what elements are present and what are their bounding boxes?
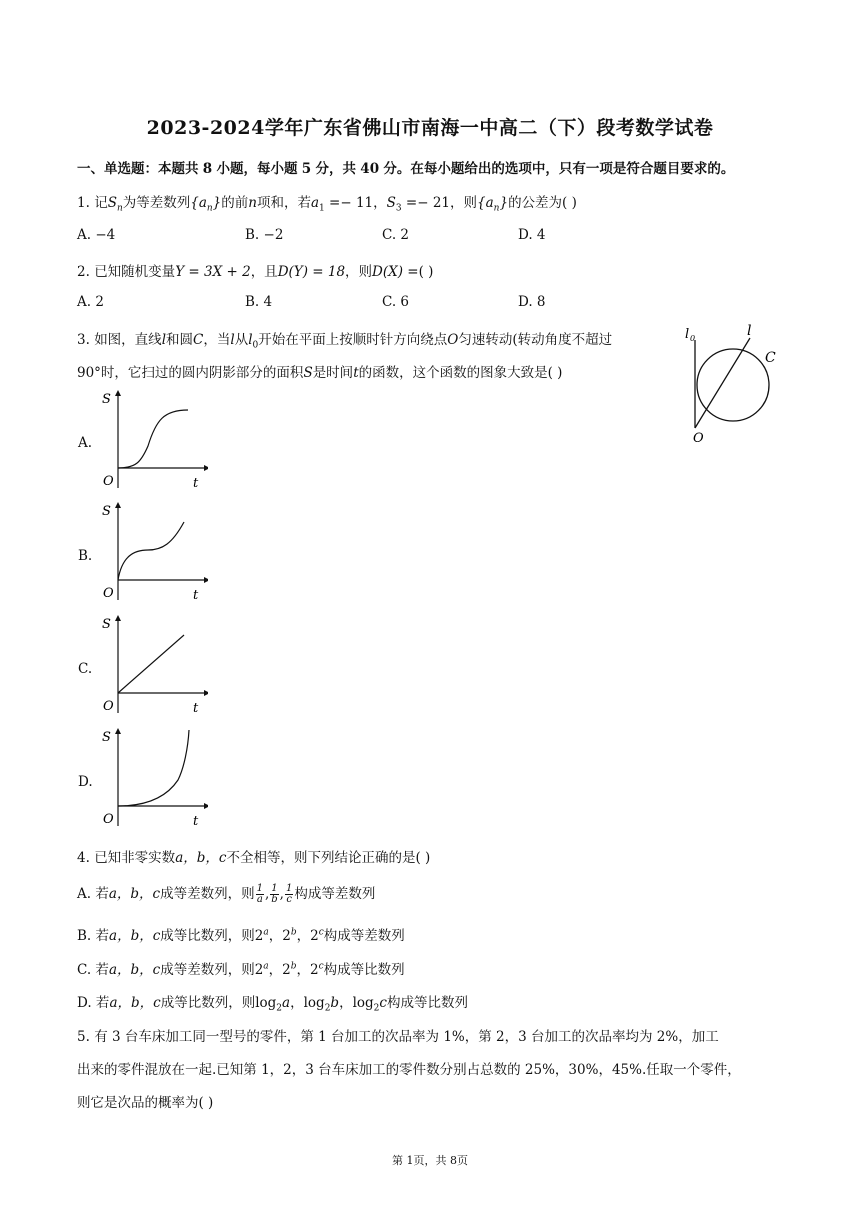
q1-option-c: C. 2 — [382, 227, 410, 243]
page-footer: 第 1页，共 8页 — [392, 1154, 468, 1167]
l0-subscript: 0 — [690, 334, 696, 343]
origin-label: O — [103, 474, 114, 489]
page-title: 2023-2024学年广东省佛山市南海一中高二（下）段考数学试卷 — [146, 117, 714, 139]
graph-d — [96, 726, 208, 830]
q3-option-a: A. — [78, 435, 93, 451]
graph-c — [96, 613, 208, 717]
origin-label: O — [103, 812, 114, 827]
t-axis-label: t — [193, 701, 199, 716]
l-label: l — [747, 323, 752, 339]
q3-option-b: B. — [78, 548, 93, 564]
s-axis-label: S — [102, 504, 111, 519]
q4-option-c: C. 若a，b，c成等差数列，则2$^a$，2$^b$，2$^c$构成等比数列 — [77, 961, 405, 978]
t-axis-label: t — [193, 814, 199, 829]
q1-option-d: D. 4 — [518, 227, 546, 243]
q1-option-b: B. −2 — [245, 227, 284, 243]
s-axis-label: S — [102, 392, 111, 407]
c-label: C — [765, 350, 776, 366]
q3-option-d: D. — [78, 774, 93, 790]
question-3-line-1: 3. 如图，直线l和圆C，当l从$l_0$开始在平面上按顺时针方向绕点O匀速转动(转动角度不超过 — [77, 332, 613, 351]
graph-a — [96, 388, 208, 492]
q4-option-a: A. 若a，b，c成等差数列，则 $\frac{1}{a}$ , $\frac{1}{b}$ , $\frac{1}{c}$ 构成等差数列 — [77, 883, 376, 905]
l0-label: l — [685, 327, 690, 342]
rotation-figure — [678, 318, 788, 448]
q2-option-a: A. 2 — [77, 294, 104, 310]
q1-option-a: A. −4 — [77, 227, 116, 243]
question-1: 1. 记$S_n$为等差数列$\{a_n\}$的前n项和，若$a_1 =- 11$，$S_3 =- 21$，则$\{a_n\}$的公差为( ) — [77, 195, 577, 214]
q4-option-b: B. 若a，b，c成等比数列，则2$^a$，2$^b$，2$^c$构成等差数列 — [77, 927, 405, 944]
section-heading: 一、单选题：本题共 8 小题，每小题 5 分，共 40 分。在每小题给出的选项中，只有一项是符合题目要求的。 — [77, 161, 735, 177]
graph-b — [96, 500, 208, 604]
q4-option-d: D. 若a，b，c成等比数列，则$\log_2a$，$\log_2b$，$\log_2c$构成等比数列 — [77, 995, 468, 1014]
q2-option-b: B. 4 — [245, 294, 273, 310]
question-5-line-3: 则它是次品的概率为( ) — [77, 1095, 214, 1111]
origin-label: O — [103, 586, 114, 601]
question-4: 4. 已知非零实数a，b，c不全相等，则下列结论正确的是( ) — [77, 850, 431, 866]
origin-label: O — [103, 699, 114, 714]
q2-option-d: D. 8 — [518, 294, 546, 310]
s-axis-label: S — [102, 617, 111, 632]
question-5-line-2: 出来的零件混放在一起.已知第 1，2，3 台车床加工的零件数分别占总数的 25%，30%，45%.任取一个零件， — [77, 1062, 741, 1078]
question-3-line-2: 90°时，它扫过的圆内阴影部分的面积S是时间t的函数，这个函数的图象大致是( ) — [77, 365, 563, 381]
s-axis-label: S — [102, 730, 111, 745]
t-axis-label: t — [193, 476, 199, 491]
t-axis-label: t — [193, 588, 199, 603]
o-label: O — [693, 431, 704, 446]
q3-option-c: C. — [78, 661, 93, 677]
question-5-line-1: 5. 有 3 台车床加工同一型号的零件，第 1 台加工的次品率为 1%，第 2，3 台加工的次品率均为 2%，加工 — [77, 1029, 719, 1045]
question-2: 2. 已知随机变量Y = 3X + 2，且D(Y) = 18，则D(X) =( ) — [77, 264, 434, 280]
q2-option-c: C. 6 — [382, 294, 410, 310]
